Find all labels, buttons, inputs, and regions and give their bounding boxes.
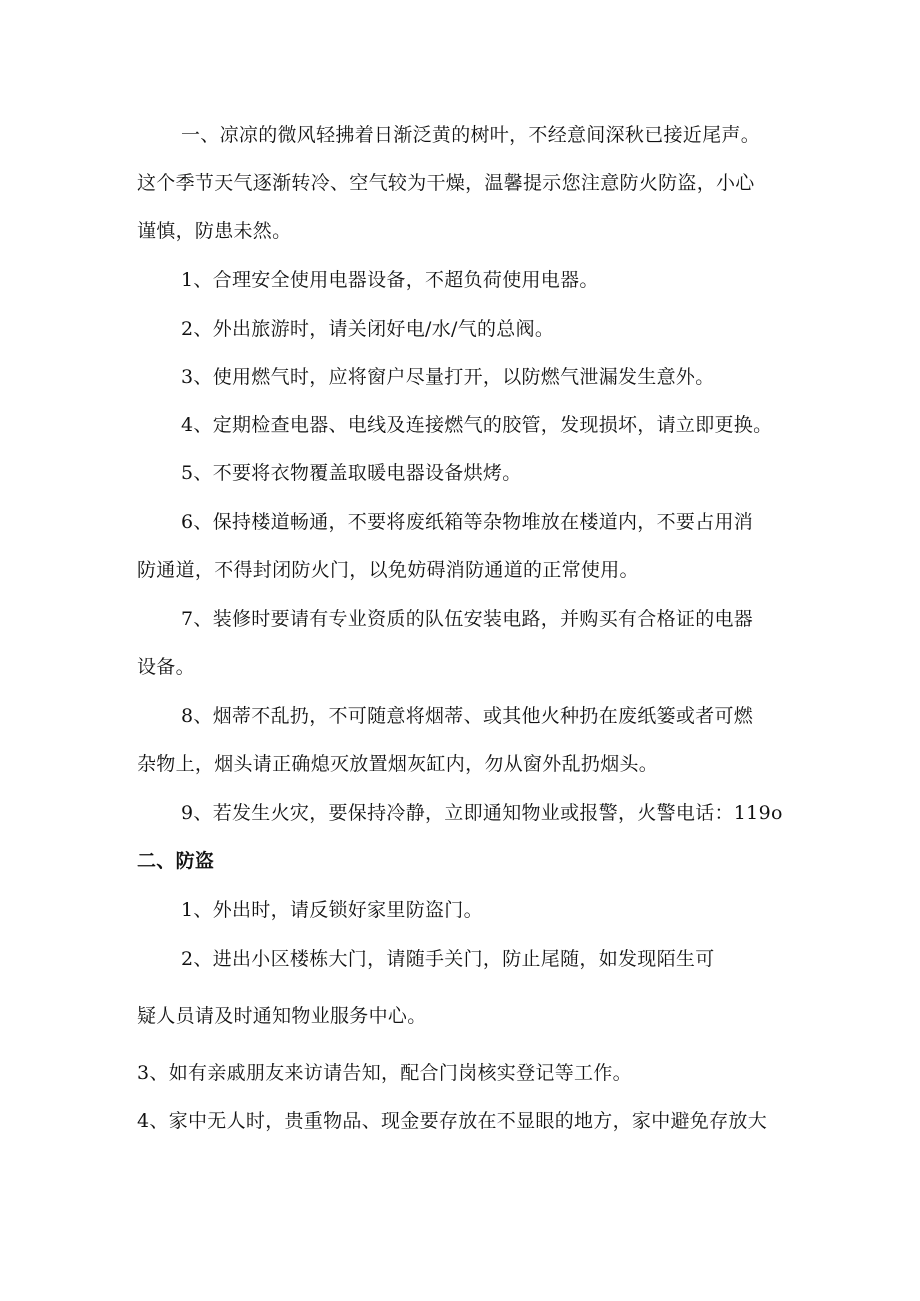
- fire-item-6-line-1: 6、保持楼道畅通，不要将废纸箱等杂物堆放在楼道内，不要占用消: [181, 511, 754, 533]
- intro-line-3: 谨慎，防患未然。: [137, 220, 292, 242]
- fire-item-7-line-2: 设备。: [137, 656, 195, 678]
- fire-item-3: 3、使用燃气时，应将窗户尽量打开，以防燃气泄漏发生意外。: [181, 366, 715, 388]
- fire-item-6-line-2: 防通道，不得封闭防火门，以免妨碍消防通道的正常使用。: [137, 559, 639, 581]
- fire-item-7-line-1: 7、装修时要请有专业资质的队伍安装电路，并购买有合格证的电器: [181, 608, 754, 630]
- theft-heading: 二、防盗: [137, 850, 215, 872]
- intro-line-1: 一、凉凉的微风轻拂着日渐泛黄的树叶，不经意间深秋已接近尾声。: [181, 124, 761, 146]
- theft-item-2-line-1: 2、进出小区楼栋大门，请随手关门，防止尾随，如发现陌生可: [181, 948, 715, 970]
- fire-item-5: 5、不要将衣物覆盖取暖电器设备烘烤。: [181, 462, 522, 484]
- theft-item-1: 1、外出时，请反锁好家里防盗门。: [181, 899, 483, 921]
- theft-item-3: 3、如有亲戚朋友来访请告知，配合门岗核实登记等工作。: [137, 1062, 632, 1084]
- theft-item-2-line-2: 疑人员请及时通知物业服务中心。: [137, 1005, 427, 1027]
- intro-line-2: 这个季节天气逐渐转冷、空气较为干燥，温馨提示您注意防火防盗，小心: [137, 172, 755, 194]
- fire-item-9: 9、若发生火灾，要保持冷静，立即通知物业或报警，火警电话：119o: [181, 802, 783, 824]
- fire-item-4: 4、定期检查电器、电线及连接燃气的胶管，发现损坏，请立即更换。: [181, 414, 773, 436]
- fire-item-1: 1、合理安全使用电器设备，不超负荷使用电器。: [181, 269, 599, 291]
- fire-item-8-line-2: 杂物上，烟头请正确熄灭放置烟灰缸内，勿从窗外乱扔烟头。: [137, 753, 659, 775]
- theft-item-4: 4、家中无人时，贵重物品、现金要存放在不显眼的地方，家中避免存放大: [137, 1110, 767, 1132]
- fire-item-8-line-1: 8、烟蒂不乱扔，不可随意将烟蒂、或其他火种扔在废纸篓或者可燃: [181, 705, 754, 727]
- fire-item-2: 2、外出旅游时，请关闭好电/水/气的总阀。: [181, 318, 555, 340]
